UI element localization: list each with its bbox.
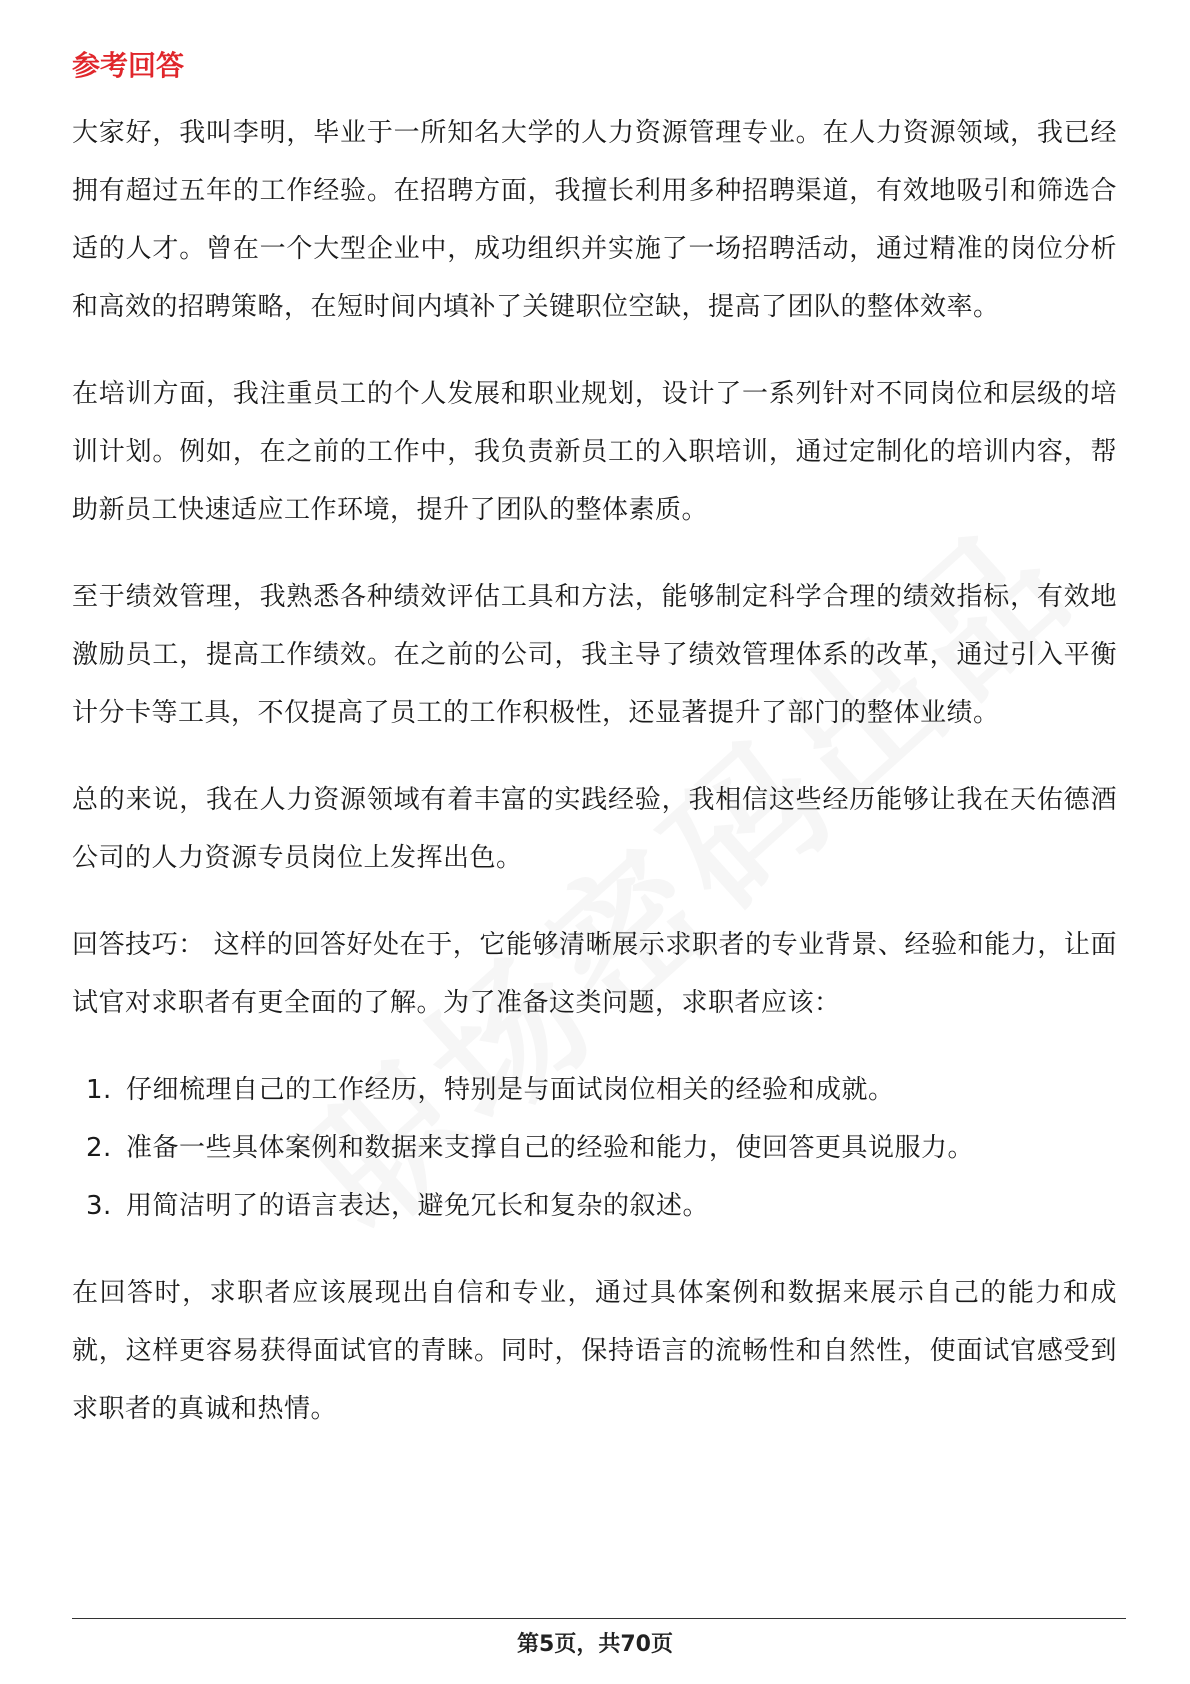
list-item-text: 用简洁明了的语言表达，避免冗长和复杂的叙述。 bbox=[126, 1191, 710, 1221]
list-item-number: 3. bbox=[86, 1191, 112, 1221]
tips-list bbox=[72, 1061, 1117, 1235]
page-number: 第5页，共70页 bbox=[517, 1632, 673, 1657]
footer-divider bbox=[72, 1618, 1126, 1619]
list-item bbox=[72, 1119, 1117, 1177]
answer-paragraph-1: 大家好，我叫李明，毕业于一所知名大学的人力资源管理专业。在人力资源领域，我已经拥有超过五年的工作经验。在招聘方面，我擅长利用多种招聘渠道，有效地吸引和筛选合适的人才。曾在一个大型企业中，成功组织并实施了一场招聘活动，通过精准的岗位分析和高效的招聘策略，在短时间内填补了关键职位空缺，提高了团队的整体效率。 bbox=[72, 118, 1117, 322]
list-item-text: 准备一些具体案例和数据来支撑自己的经验和能力，使回答更具说服力。 bbox=[126, 1133, 975, 1163]
list-item bbox=[72, 1177, 1117, 1235]
closing-paragraph: 在回答时，求职者应该展现出自信和专业，通过具体案例和数据来展示自己的能力和成就，这样更容易获得面试官的青睐。同时，保持语言的流畅性和自然性，使面试官感受到求职者的真诚和热情。 bbox=[72, 1278, 1117, 1424]
tips-intro-paragraph: 回答技巧： 这样的回答好处在于，它能够清晰展示求职者的专业背景、经验和能力，让面试官对求职者有更全面的了解。为了准备这类问题，求职者应该： bbox=[72, 930, 1117, 1018]
answer-paragraph-2: 在培训方面，我注重员工的个人发展和职业规划，设计了一系列针对不同岗位和层级的培训计划。例如，在之前的工作中，我负责新员工的入职培训，通过定制化的培训内容，帮助新员工快速适应工作环境，提升了团队的整体素质。 bbox=[72, 379, 1117, 525]
list-item-number: 1. bbox=[86, 1075, 112, 1105]
answer-paragraph-4: 总的来说，我在人力资源领域有着丰富的实践经验，我相信这些经历能够让我在天佑德酒公司的人力资源专员岗位上发挥出色。 bbox=[72, 785, 1117, 873]
list-item bbox=[72, 1061, 1117, 1119]
list-item-text: 仔细梳理自己的工作经历，特别是与面试岗位相关的经验和成就。 bbox=[126, 1075, 895, 1105]
section-heading: 参考回答 bbox=[72, 49, 185, 82]
document-body bbox=[72, 46, 1117, 1467]
list-item-number: 2. bbox=[86, 1133, 112, 1163]
answer-paragraph-3: 至于绩效管理，我熟悉各种绩效评估工具和方法，能够制定科学合理的绩效指标，有效地激励员工，提高工作绩效。在之前的公司，我主导了绩效管理体系的改革，通过引入平衡计分卡等工具，不仅提高了员工的工作积极性，还显著提升了部门的整体业绩。 bbox=[72, 582, 1117, 728]
